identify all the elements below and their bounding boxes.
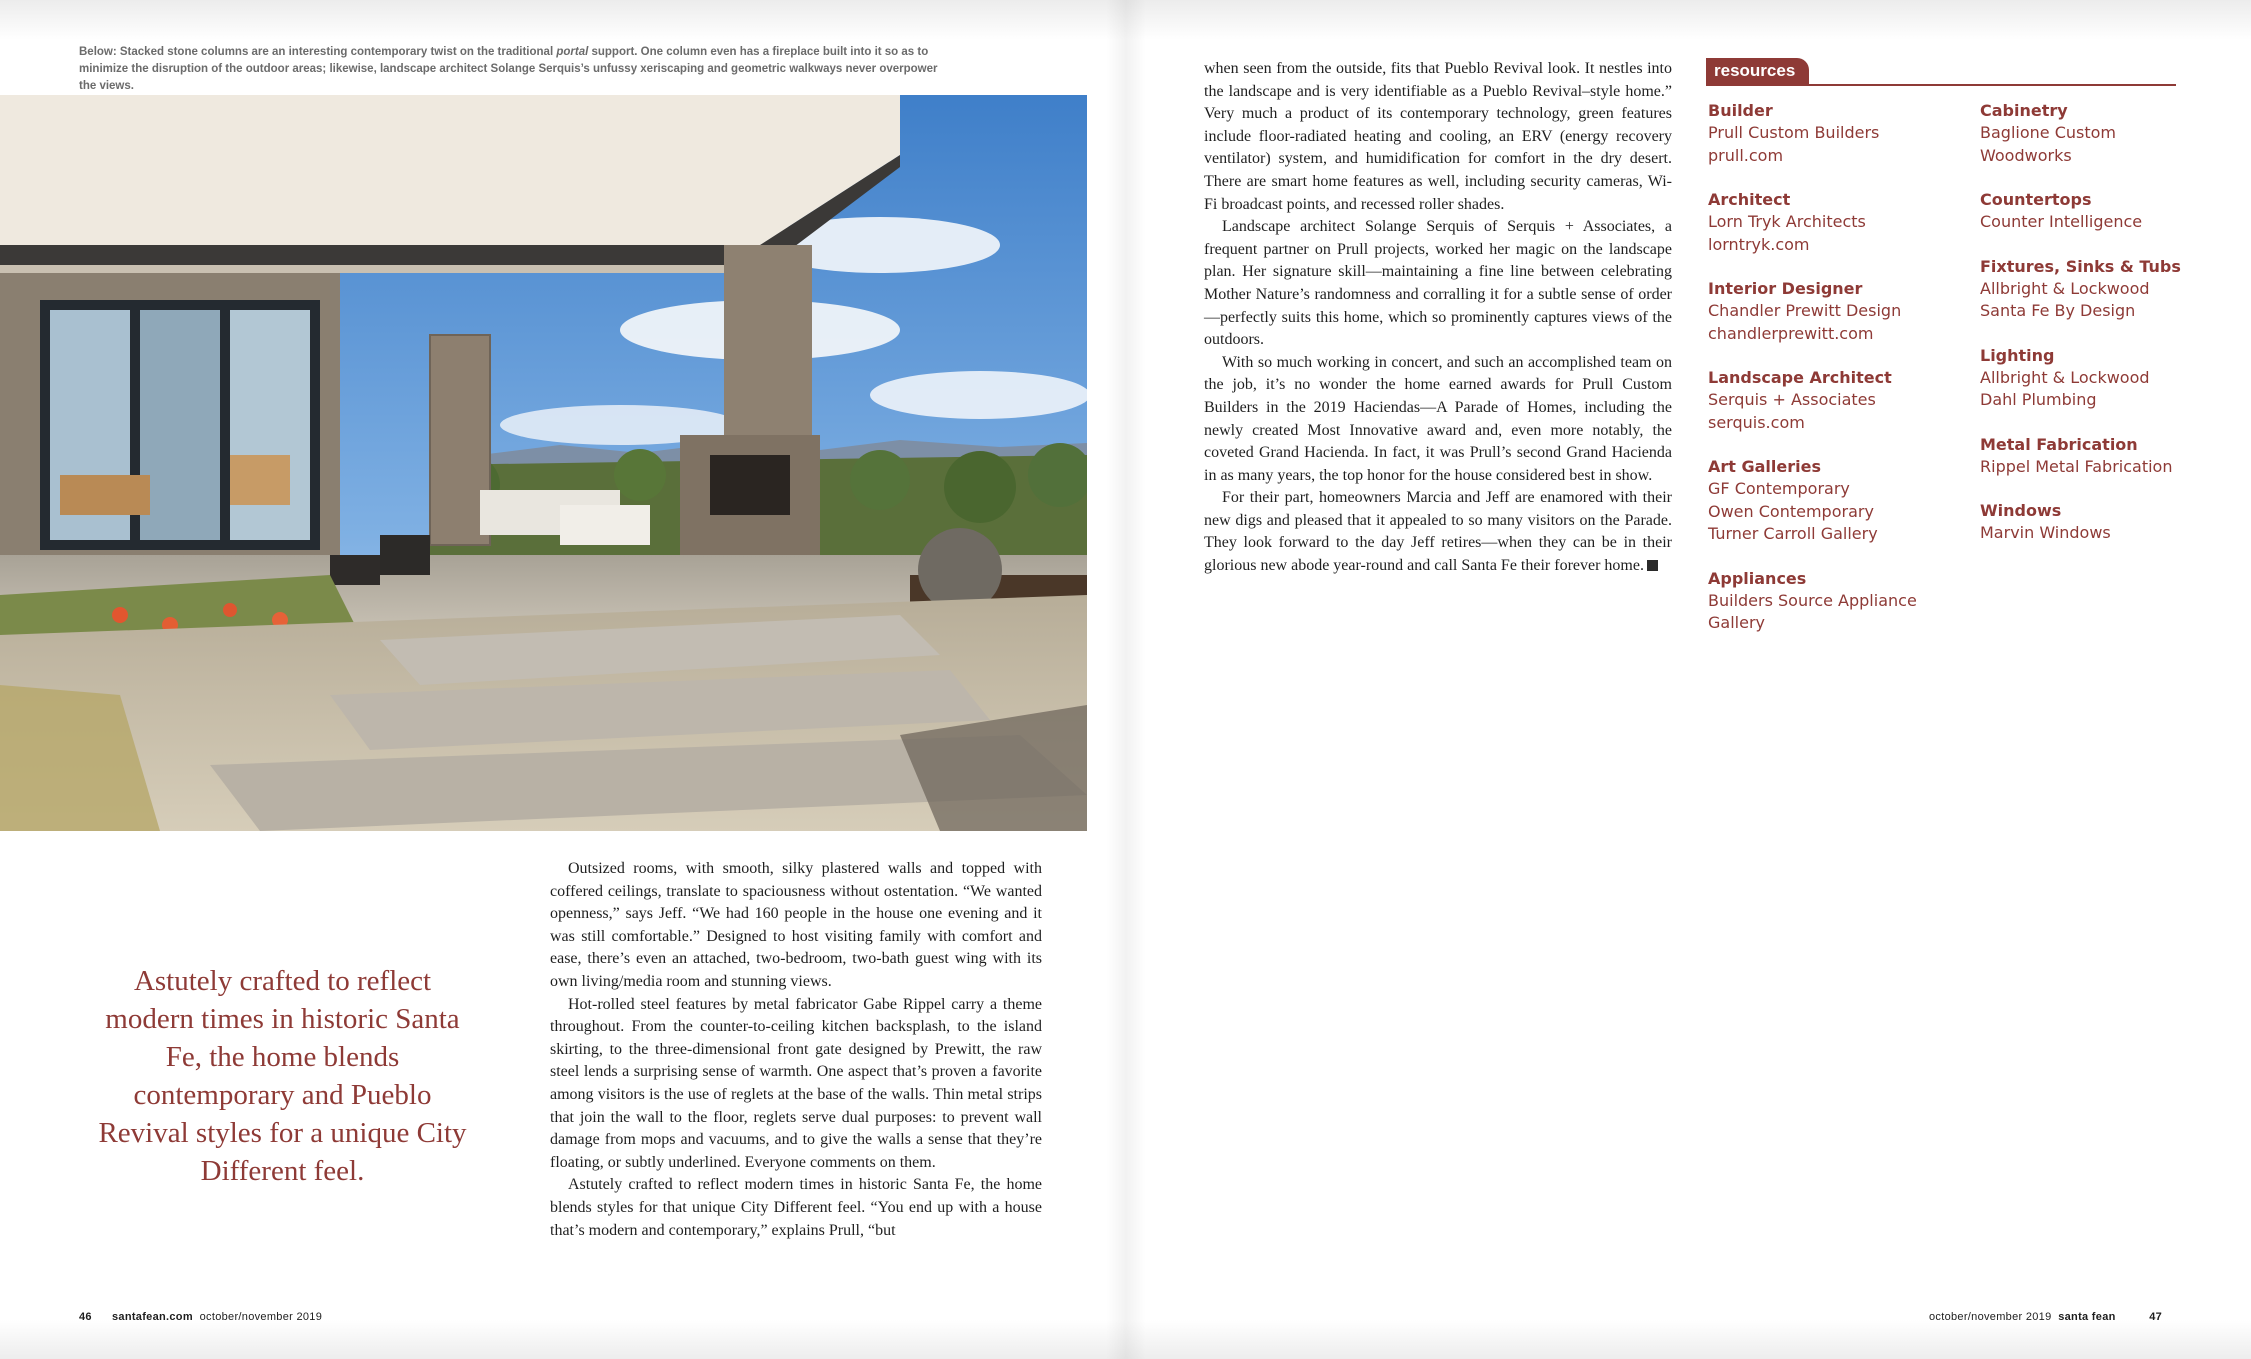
end-mark-icon — [1647, 560, 1658, 571]
resource-title: Appliances — [1708, 568, 1807, 588]
resource-title: Countertops — [1980, 190, 2092, 209]
resource-group — [1980, 100, 2240, 167]
photo-caption — [79, 44, 949, 95]
resource-line: Woodworks — [1980, 145, 2072, 165]
resource-title: Art Galleries — [1708, 457, 1821, 476]
body-paragraph: Astutely crafted to reflect modern times in historic Santa Fe, the home blends styles for that unique City Different feel. “You end up with a house that’s modern and contemporary,” explains Prull, “but — [550, 1176, 1042, 1239]
resources-rule — [1706, 84, 2176, 86]
resource-line: Allbright & Lockwood — [1980, 278, 2150, 298]
resources-tab: resources — [1706, 58, 1809, 84]
resource-line: Prull Custom Builders — [1708, 123, 1880, 142]
resources-column-left — [1708, 100, 1968, 657]
page-gutter — [1106, 0, 1146, 1359]
resource-line: Rippel Metal Fabrication — [1980, 456, 2173, 476]
resource-line: GF Contemporary — [1708, 479, 1850, 498]
body-paragraph: when seen from the outside, fits that Pueblo Revival look. It nestles into the landscape and is very identifiable as a Pueblo Revival–style home.” Very much a product of its contemporary technology, green features include floor-radiated heating and cooling, an ERV (energy recovery ventilator) system, and humidification for comfort in the dry desert. There are smart home features as well, including security cameras, Wi-Fi broadcast points, and recessed roller shades. — [1204, 60, 1672, 213]
footer-magazine: santa fean — [2058, 1311, 2116, 1323]
resource-title: Fixtures, Sinks & Tubs — [1980, 256, 2181, 276]
body-paragraph: With so much working in concert, and such an accomplished team on the job, it’s no wonder the home earned awards for Prull Custom Builders in the 2019 Haciendas—A Parade of Homes, including the newly created Most Innovative award and, even more notably, the coveted Grand Hacienda. In fact, it was Prull’s second Grand Hacienda in as many years, the top honor for the house considered best in show. — [1204, 353, 1672, 484]
pull-quote: Astutely crafted to reflect modern times in historic Santa Fe, the home blends contemporary and Pueblo Revival styles for a unique City Different feel. — [98, 965, 467, 1187]
resources-header — [1706, 58, 2176, 86]
resource-line: Chandler Prewitt Design — [1708, 301, 1902, 320]
resource-line: prull.com — [1708, 145, 1784, 165]
body-paragraph: Outsized rooms, with smooth, silky plastered walls and topped with coffered ceilings, translate to spaciousness without ostentation. “We wanted openness,” says Jeff. “We had 160 people in the house one evening and it was still comfortable.” Designed to host visiting family with comfort and ease, there’s even an attached, two-bedroom, two-bath guest wing with its own living/media room and stunning views. — [550, 860, 1042, 990]
resource-line: Turner Carroll Gallery — [1708, 524, 1878, 543]
final-paragraph-text: For their part, homeowners Marcia and Jeff are enamored with their new digs and pleased that it appealed to so many visitors on the Parade. They look forward to the day Jeff retires—when they can be in their glorious new abode year-round and call Santa Fe their forever home. — [1204, 489, 1672, 575]
resource-title: Builder — [1708, 101, 1773, 120]
body-paragraph: Landscape architect Solange Serquis of Serquis + Associates, a frequent partner on Prull projects, worked her magic on the landscape plan. Her signature skill—maintaining a fine line between celebrating Mother Nature’s randomness and corralling it for a subtle sense of order—perfectly suits this home, which so prominently captures views of the outdoors. — [1204, 218, 1672, 349]
resource-group — [1980, 345, 2240, 412]
caption-italic: portal — [556, 46, 589, 58]
resource-group — [1980, 256, 2240, 323]
resource-title: Architect — [1708, 190, 1791, 209]
resource-group — [1708, 189, 1968, 256]
resource-line: serquis.com — [1708, 412, 1805, 432]
body-paragraph: Hot-rolled steel features by metal fabricator Gabe Rippel carry a theme throughout. From the counter-to-ceiling kitchen backsplash, to the island skirting, to the three-dimensional front gate designed by Prewitt, the raw steel lends a surprising sense of warmth. One aspect that’s proven a favorite among visitors is the use of reglets at the base of the walls. Thin metal strips that join the wall to the floor, reglets serve dual purposes: to prevent wall damage from mops and vacuums, and to give the walls a sense that they’re floating, or subtly underlined. Everyone comments on them. — [550, 995, 1042, 1171]
footer-issue-left: october/november 2019 — [199, 1311, 323, 1323]
resource-line: Marvin Windows — [1980, 523, 2111, 542]
resource-title: Cabinetry — [1980, 101, 2068, 120]
resources-column-right — [1980, 100, 2240, 567]
body-column-left — [550, 858, 1042, 1242]
resource-line: Santa Fe By Design — [1980, 301, 2136, 320]
caption-suffix: support. One column even has a fireplace built into it so as to minimize the disruption of the outdoor areas; likewise, landscape architect Solange Serquis’s unfussy xeriscaping and geometric walkways never overpower the views. — [79, 46, 938, 92]
resource-line: Allbright & Lockwood — [1980, 367, 2150, 387]
resource-line: Gallery — [1708, 613, 1765, 632]
resource-line: Dahl Plumbing — [1980, 390, 2097, 409]
resource-group — [1708, 278, 1968, 345]
page-number-left: 46 — [79, 1311, 92, 1323]
footer-left — [79, 1311, 322, 1323]
footer-site: santafean.com — [111, 1311, 193, 1323]
resource-line: Serquis + Associates — [1708, 390, 1876, 409]
caption-prefix: Below: Stacked stone columns are an interesting contemporary twist on the traditional — [79, 46, 557, 58]
resource-line: Builders Source Appliance — [1708, 590, 1917, 610]
resource-group — [1980, 189, 2240, 234]
resource-group — [1708, 568, 1968, 635]
resource-title: Interior Designer — [1708, 279, 1863, 298]
resource-group — [1980, 500, 2240, 545]
resource-group — [1708, 100, 1968, 167]
resource-title: Lighting — [1980, 345, 2055, 365]
resource-title: Windows — [1980, 501, 2062, 520]
resource-line: Counter Intelligence — [1980, 212, 2143, 231]
page-number-right: 47 — [2149, 1311, 2163, 1323]
footer-issue-right: october/november 2019 — [1929, 1311, 2052, 1323]
resource-title: Metal Fabrication — [1980, 434, 2138, 454]
body-column-right — [1204, 58, 1672, 578]
resource-line: Owen Contemporary — [1708, 501, 1874, 521]
resource-group — [1708, 456, 1968, 546]
resource-group — [1980, 434, 2240, 479]
patio-photo — [0, 95, 1087, 831]
resource-line: Lorn Tryk Architects — [1708, 212, 1866, 231]
resource-line: chandlerprewitt.com — [1708, 323, 1874, 343]
resource-line: lorntryk.com — [1708, 234, 1810, 254]
resource-group — [1708, 367, 1968, 434]
body-paragraph-final — [1204, 487, 1672, 577]
resource-line: Baglione Custom — [1980, 123, 2116, 142]
resource-title: Landscape Architect — [1708, 368, 1892, 387]
footer-right — [1929, 1311, 2162, 1323]
